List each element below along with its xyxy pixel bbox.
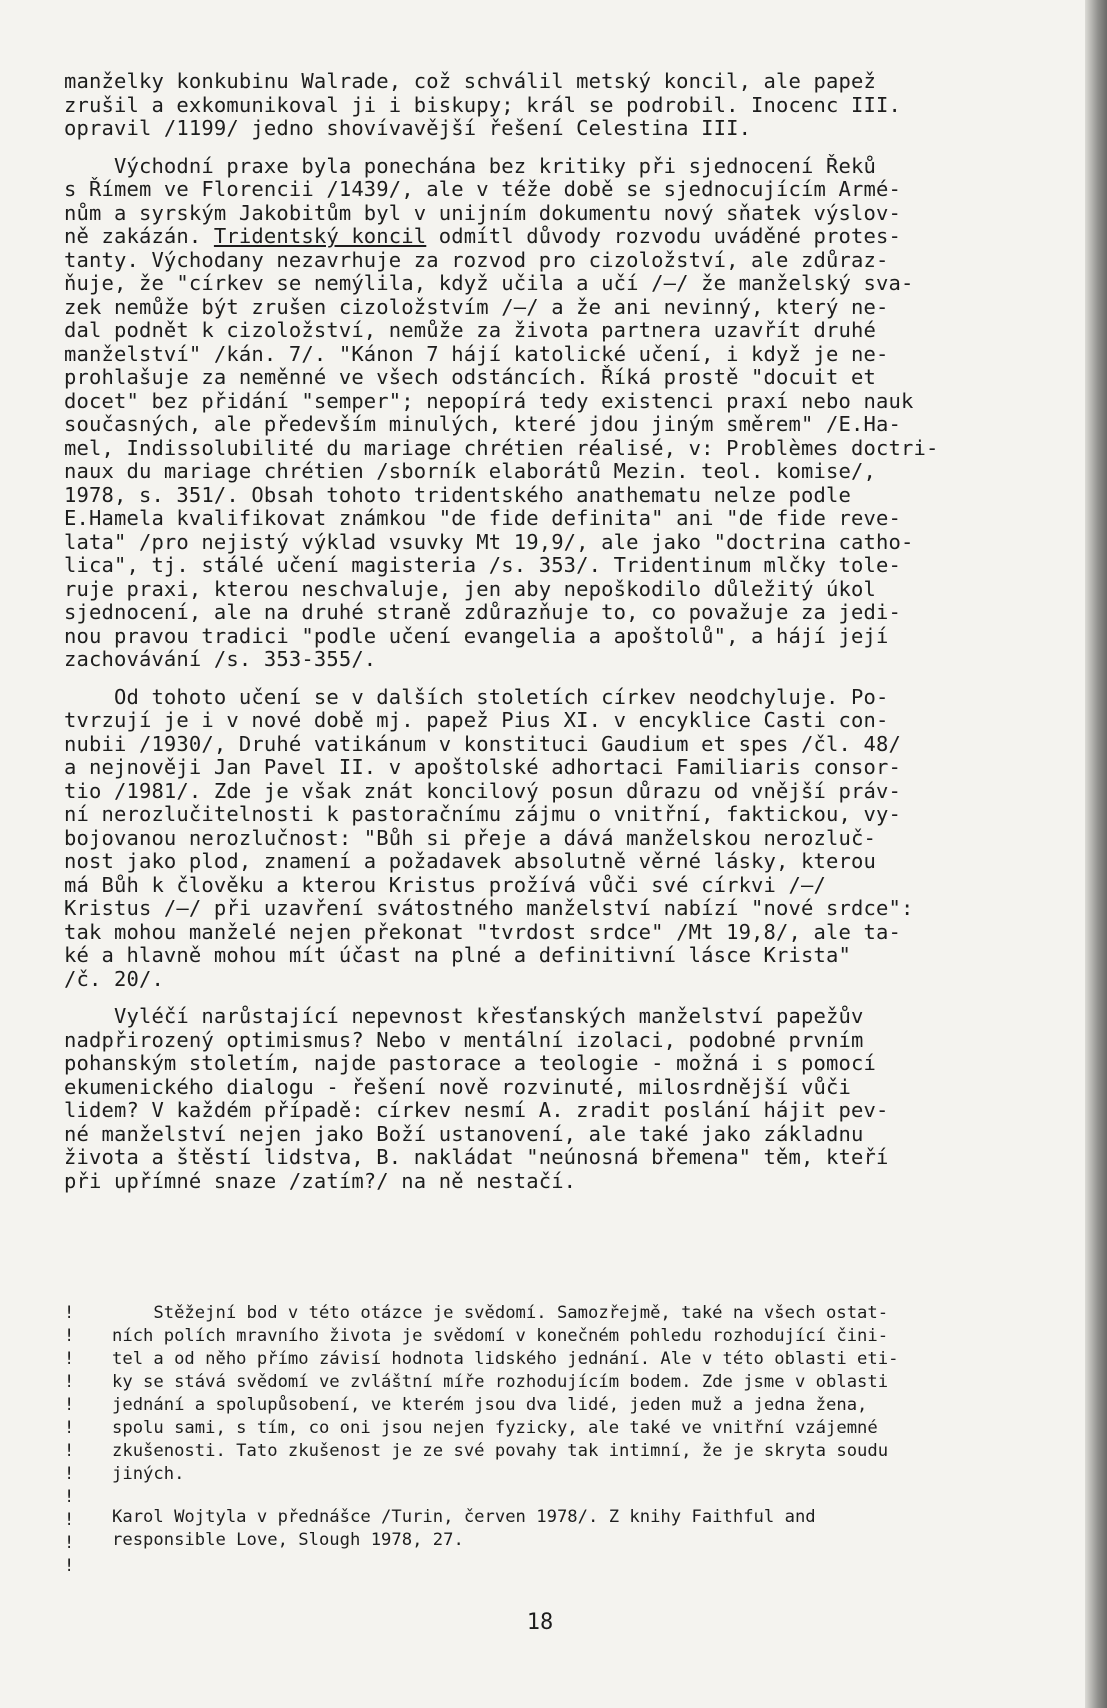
text-line: dal podnět k cizoložství, nemůže za života partnera uzavřít druhé [64, 318, 876, 342]
quote-line: tel a od něho přímo závisí hodnota lidského jednání. Ale v této oblasti eti- [112, 1349, 899, 1369]
text-line: manželky konkubinu Walrade, což schválil metský koncil, ale papež [64, 69, 876, 93]
text-segment: odmítl důvody rozvodu uváděné protes- [426, 224, 901, 248]
text-segment: ně zakázán. [64, 224, 214, 248]
margin-mark: ! [64, 1303, 75, 1323]
text-line: né manželství nejen jako Boží ustanovení, ale také jako základnu [64, 1121, 864, 1146]
text-line: tvrzují je i v nové době mj. papež Pius XI. v encyklice Casti con- [64, 708, 889, 732]
text-line: ekumenického dialogu - řešení nově rozvinuté, milosrdnější vůči [64, 1074, 851, 1099]
text-line: prohlašuje za neměnné ve všech odstáncích. Říká prostě "docuit et [64, 365, 876, 389]
quote-source-line: Karol Wojtyla v přednášce /Turin, červen 1978/. Z knihy Faithful and [112, 1507, 816, 1527]
quote-line: jiných. [112, 1464, 185, 1484]
text-line: E.Hamela kvalifikovat známkou "de fide definita" ani "de fide reve- [64, 506, 901, 530]
margin-mark: ! [64, 1326, 75, 1346]
text-line: s Římem ve Florencii /1439/, ale v téže době se sjednocujícím Armé- [64, 177, 901, 201]
text-line: Od tohoto učení se v dalších stoletích církev neodchyluje. Po- [64, 684, 889, 709]
text-line: 1978, s. 351/. Obsah tohoto tridentského anathematu nelze podle [64, 482, 851, 507]
text-line: tanty. Východany nezavrhuje za rozvod pro cizoložství, ale zdůraz- [64, 247, 889, 272]
page-edge-shadow [1085, 0, 1107, 1708]
text-line: nost jako plod, znamení a požadavek absolutně věrné lásky, kterou [64, 849, 876, 873]
page-number: 18 [526, 1610, 554, 1635]
text-line: zachovávání /s. 353-355/. [64, 647, 377, 671]
text-line: ňuje, že "církev se nemýlila, když učila a učí /—/ že manželský sva- [64, 271, 914, 295]
margin-mark: ! [64, 1372, 75, 1392]
text-line: ké a hlavně mohou mít účast na plné a definitivní lásce Krista" [64, 943, 851, 967]
text-line: Východní praxe byla ponechána bez kritiky při sjednocení Řeků [64, 153, 876, 178]
margin-mark: ! [64, 1441, 75, 1461]
text-line: tak mohou manželé nejen překonat "tvrdost srdce" /Mt 19,8/, ale ta- [64, 919, 901, 944]
underlined-term: Tridentský koncil [213, 224, 427, 248]
text-line-with-underline [64, 225, 1044, 249]
text-line: zek nemůže být zrušen cizoložstvím /—/ a že ani nevinný, který ne- [64, 294, 889, 319]
text-line: ruje praxi, kterou neschvaluje, jen aby nepoškodilo důležitý úkol [64, 576, 876, 601]
margin-mark: ! [64, 1349, 75, 1369]
quote-line: Stěžejní bod v této otázce je svědomí. Samozřejmě, také na všech ostat- [112, 1303, 889, 1323]
main-text-body [64, 70, 1044, 1207]
text-line: nubii /1930/, Druhé vatikánum v konstituci Gaudium et spes /čl. 48/ [64, 731, 901, 756]
text-line: lata" /pro nejistý výklad vsuvky Mt 19,9/, ale jako "doctrina catho- [64, 529, 914, 554]
margin-mark: ! [64, 1395, 75, 1415]
text-line: pohanským stoletím, najde pastorace a teologie - možná i s pomocí [64, 1051, 876, 1075]
text-line: a nejnověji Jan Pavel II. v apoštolské adhortaci Familiaris consor- [64, 755, 901, 779]
text-line: sjednocení, ale na druhé straně zdůrazňuje to, co považuje za jedi- [64, 600, 901, 624]
text-line: má Bůh k člověku a kterou Kristus prožívá vůči své církvi /—/ [64, 872, 827, 897]
text-line: nadpřirozený optimismus? Nebo v mentální izolaci, podobné prvním [64, 1027, 864, 1052]
margin-mark: ! [64, 1533, 75, 1553]
margin-mark: ! [64, 1418, 75, 1438]
text-line: mel, Indissolubilité du mariage chrétien réalisé, v: Problèmes doctri- [64, 435, 939, 460]
quote-line: ky se stává svědomí ve zvláštní míře rozhodujícím bodem. Zde jsme v oblasti [112, 1372, 889, 1392]
text-line: lica", tj. stálé učení magisteria /s. 353/. Tridentinum mlčky tole- [64, 553, 901, 577]
text-line: opravil /1199/ jedno shovívavější řešení Celestina III. [64, 116, 752, 140]
text-line: naux du mariage chrétien /sborník elaborátů Mezin. teol. komise/, [64, 459, 876, 483]
text-line: docet" bez přidání "semper"; nepopírá tedy existenci praxí nebo nauk [64, 388, 914, 413]
text-line: manželství" /kán. 7/. "Kánon 7 hájí katolické učení, i když je ne- [64, 341, 889, 366]
margin-mark: ! [64, 1556, 75, 1576]
margin-mark: ! [64, 1487, 75, 1507]
text-line: života a štěstí lidstva, B. nakládat "neúnosná břemena" těm, kteří [64, 1145, 889, 1169]
text-line: současných, ale především minulých, které jdou jiným směrem" /E.Ha- [64, 412, 901, 436]
text-line: zrušil a exkomunikoval ji i biskupy; král se podrobil. Inocenc III. [64, 92, 901, 117]
paragraph-4 [64, 1005, 1044, 1193]
quote-source-line: responsible Love, Slough 1978, 27. [112, 1530, 464, 1550]
paragraph-2 [64, 155, 1044, 672]
text-line: nou pravou tradici "podle učení evangelia a apoštolů", a hájí její [64, 623, 889, 648]
text-line: Vyléčí narůstající nepevnost křesťanských manželství papežův [64, 1004, 864, 1028]
quotation-text [112, 1302, 1032, 1552]
text-line: ní nerozlučitelnosti k pastoračnímu zájmu o vnitřní, faktickou, vy- [64, 802, 901, 826]
text-line: tio /1981/. Zde je však znát koncilový posun důrazu od vnější práv- [64, 778, 901, 803]
text-line: /č. 20/. [64, 966, 164, 991]
text-line: lidem? V každém případě: církev nesmí A. zradit poslání hájit pev- [64, 1098, 889, 1122]
quote-line: ních polích mravního života je svědomí v konečném pohledu rozhodující čini- [112, 1326, 889, 1346]
quote-line: zkušenosti. Tato zkušenost je ze své povahy tak intimní, že je skryta soudu [112, 1441, 889, 1461]
paragraph-1 [64, 70, 1044, 141]
text-line: bojovanou nerozlučnost: "Bůh si přeje a dává manželskou nerozluč- [64, 825, 876, 850]
text-line: nům a syrským Jakobitům byl v unijním dokumentu nový sňatek výslov- [64, 200, 901, 225]
quote-line: jednání a spolupůsobení, ve kterém jsou dva lidé, jeden muž a jedna žena, [112, 1395, 868, 1415]
margin-mark: ! [64, 1464, 75, 1484]
text-line: Kristus /—/ při uzavření svátostného manželství nabízí "nové srdce": [64, 896, 914, 920]
margin-mark: ! [64, 1510, 75, 1530]
margin-exclamation-column [64, 1302, 84, 1578]
quote-line: spolu sami, s tím, co oni jsou nejen fyzicky, ale také ve vnitřní vzájemné [112, 1418, 878, 1438]
text-line: při upřímné snaze /zatím?/ na ně nestačí. [64, 1168, 577, 1193]
paragraph-3 [64, 686, 1044, 992]
